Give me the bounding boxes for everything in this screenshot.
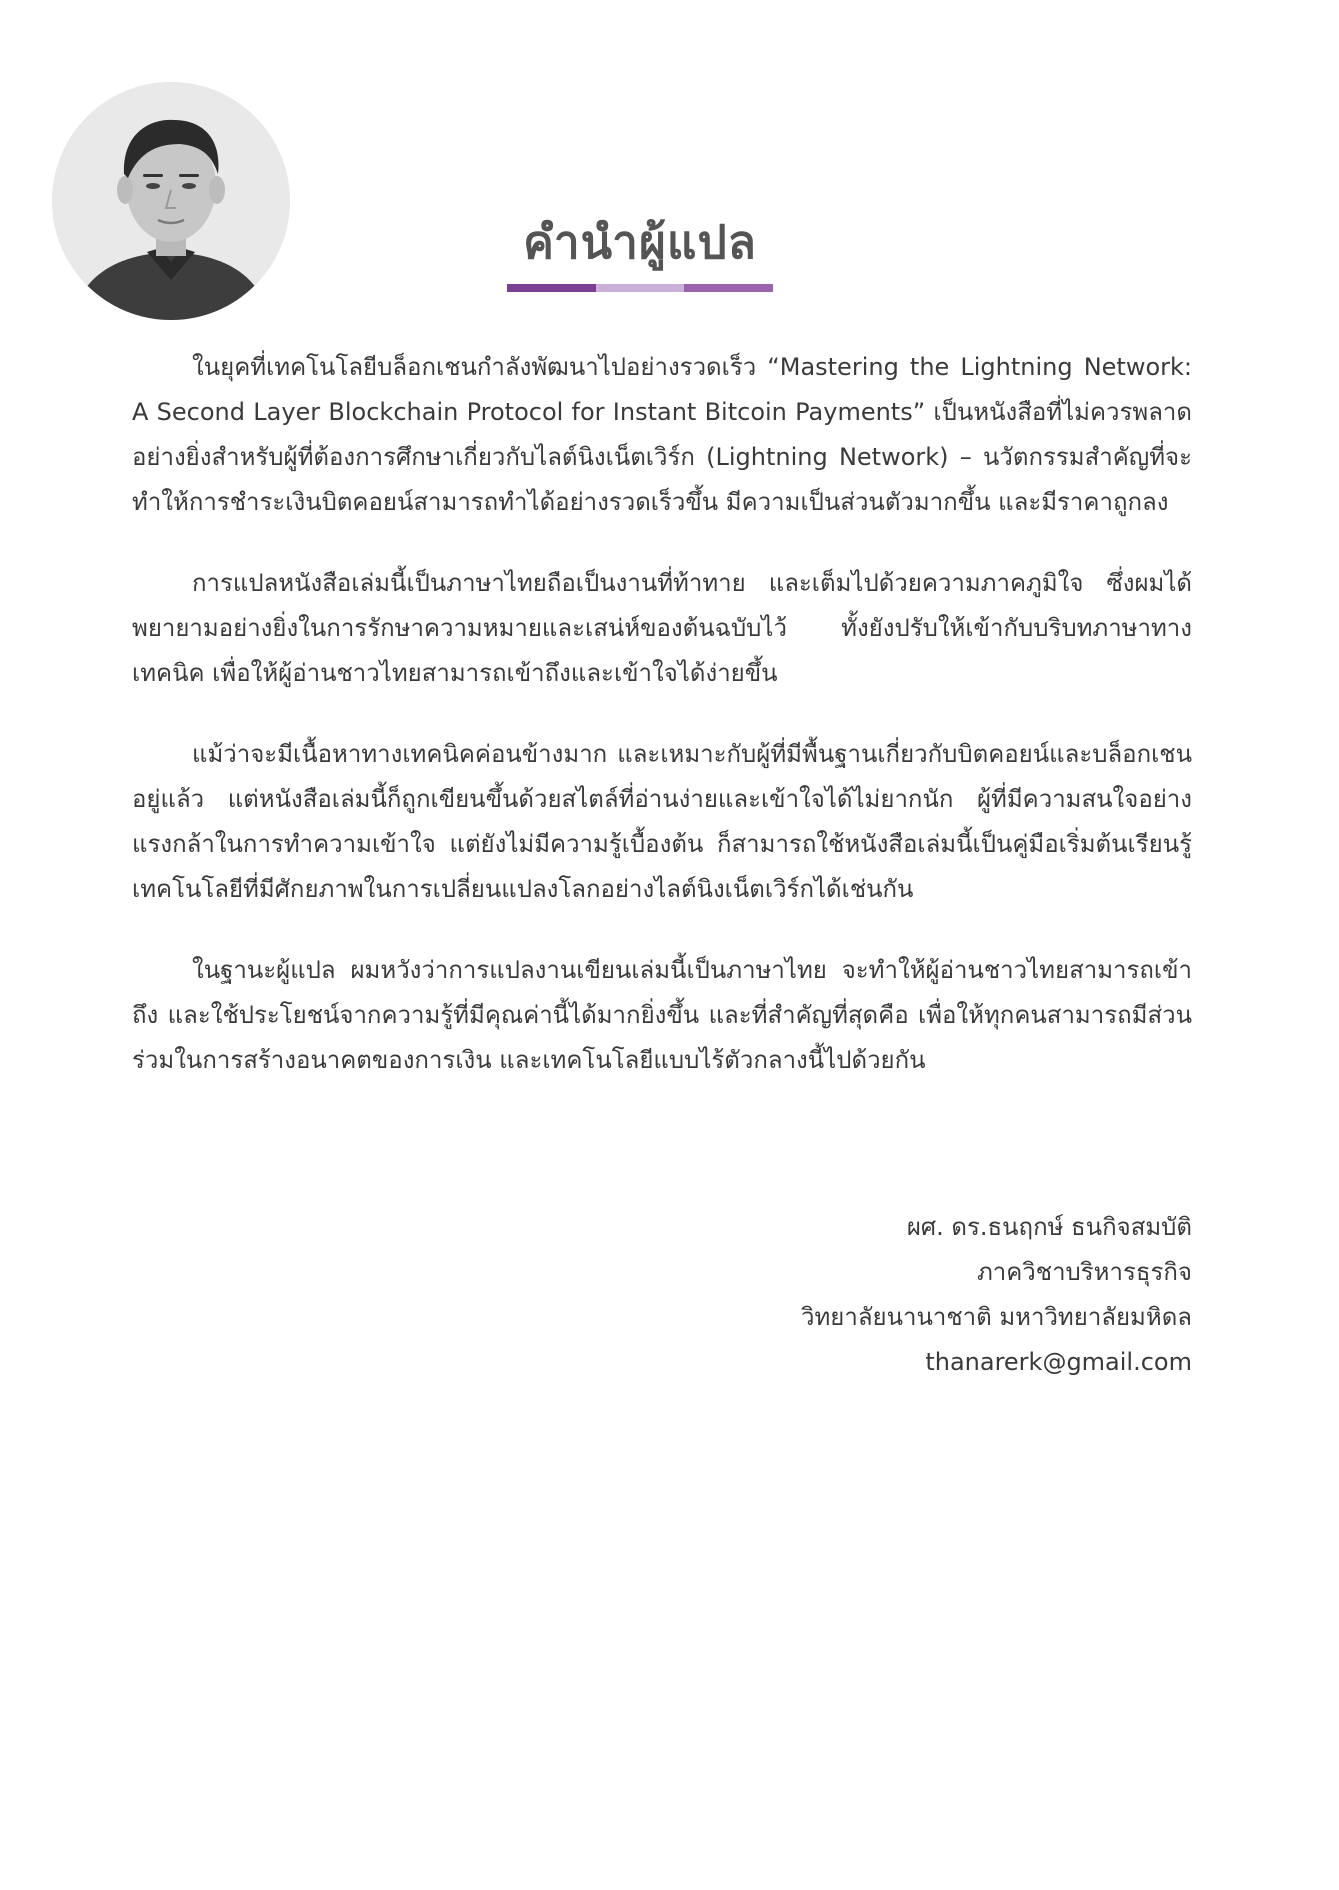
paragraph: แม้ว่าจะมีเนื้อหาทางเทคนิคค่อนข้างมาก และเหมาะกับผู้ที่มีพื้นฐานเกี่ยวกับบิตคอยน์และบล็อกเชนอยู่แล้ว แต่หนังสือเล่มนี้ก็ถูกเขียนขึ้นด้วยสไตล์ที่อ่านง่ายและเข้าใจได้ไม่ยากนัก ผู้ที่มีความสนใจอย่างแรงกล้าในการทำความเข้าใจ แต่ยังไม่มีความรู้เบื้องต้น ก็สามารถใช้หนังสือเล่มนี้เป็นคู่มือเริ่มต้นเรียนรู้เทคโนโลยีที่มีศักยภาพในการเปลี่ยนแปลงโลกอย่างไลต์นิงเน็ตเวิร์กได้เช่นกัน [132,740,1192,903]
title-underline-segment [596,284,685,292]
paragraph: การแปลหนังสือเล่มนี้เป็นภาษาไทยถือเป็นงานที่ท้าทาย และเต็มไปด้วยความภาคภูมิใจ ซึ่งผมได้พยายามอย่างยิ่งในการรักษาความหมายและเสน่ห์ของต้นฉบับไว้ ทั้งยังปรับให้เข้ากับบริบทภาษาทางเทคนิค เพื่อให้ผู้อ่านชาวไทยสามารถเข้าถึงและเข้าใจได้ง่ายขึ้น [132,569,1192,687]
person-portrait-icon [52,82,290,320]
signature-block [801,1205,1192,1385]
title-underline-segment [507,284,596,292]
paragraph: ในยุคที่เทคโนโลยีบล็อกเชนกำลังพัฒนาไปอย่างรวดเร็ว “Mastering the Lightning Network: A Second Layer Blockchain Protocol for Instant Bitcoin Payments” เป็นหนังสือที่ไม่ควรพลาดอย่างยิ่งสำหรับผู้ที่ต้องการศึกษาเกี่ยวกับไลต์นิงเน็ตเวิร์ก (Lightning Network) – นวัตกรรมสำคัญที่จะทำให้การชำระเงินบิตคอยน์สามารถทำได้อย่างรวดเร็วขึ้น มีความเป็นส่วนตัวมากขึ้น และมีราคาถูกลง [132,353,1192,516]
translator-department: ภาควิชาบริหารธุรกิจ [976,1258,1192,1286]
translator-portrait [52,82,290,320]
paragraph: ในฐานะผู้แปล ผมหวังว่าการแปลงานเขียนเล่มนี้เป็นภาษาไทย จะทำให้ผู้อ่านชาวไทยสามารถเข้าถึง และใช้ประโยชน์จากความรู้ที่มีคุณค่านี้ได้มากยิ่งขึ้น และที่สำคัญที่สุดคือ เพื่อให้ทุกคนสามารถมีส่วนร่วมในการสร้างอนาคตของการเงิน และเทคโนโลยีแบบไร้ตัวกลางนี้ไปด้วยกัน [132,956,1192,1074]
title-underline-segment [684,284,773,292]
title-block [505,212,775,292]
translator-name: ผศ. ดร.ธนฤกษ์ ธนกิจสมบัติ [906,1213,1192,1241]
page-title: คำนำผู้แปล [523,215,757,269]
translator-institution: วิทยาลัยนานาชาติ มหาวิทยาลัยมหิดล [800,1303,1192,1331]
title-underline [507,284,773,292]
translator-email: thanarerk@gmail.com [925,1348,1192,1376]
preface-body [132,345,1192,1119]
